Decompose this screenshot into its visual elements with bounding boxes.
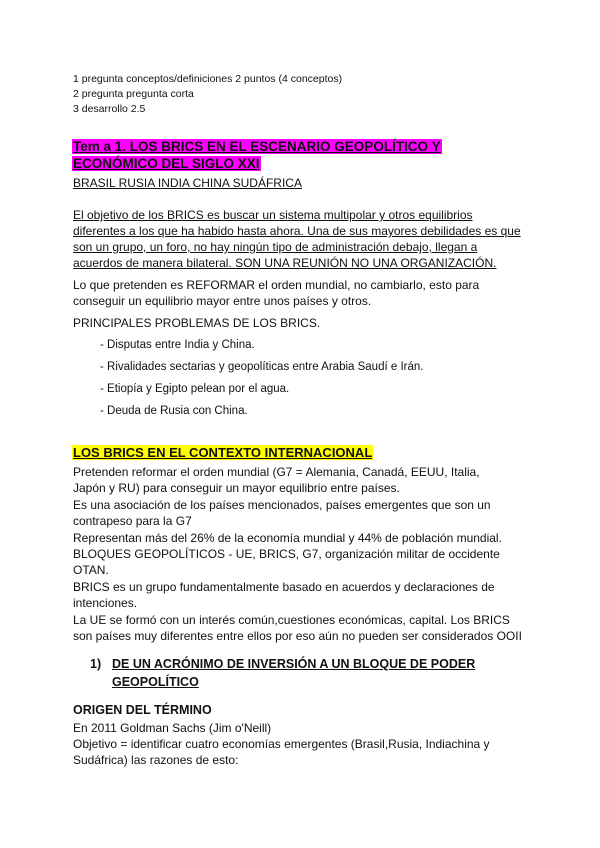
context-line: intenciones.	[73, 596, 138, 611]
problems-heading: PRINCIPALES PROBLEMAS DE LOS BRICS.	[73, 316, 321, 330]
problem-item: - Deuda de Rusia con China.	[100, 405, 248, 417]
origin-line: Sudáfrica) las razones de esto:	[73, 753, 239, 767]
problem-item: - Etiopía y Egipto pelean por el agua.	[100, 383, 290, 395]
tema1-title-line1: Tem a 1. LOS BRICS EN EL ESCENARIO GEOPOLÍTICO Y	[73, 139, 441, 154]
problem-item: - Disputas entre India y China.	[100, 339, 255, 351]
tema1-objective	[73, 207, 533, 271]
tema1-title-line2: ECONÓMICO DEL SIGLO XXI	[73, 156, 260, 171]
context-line: son países muy diferentes entre ellos por eso aún no pueden ser considerados OOII	[73, 629, 522, 644]
context-line: Representan más del 26% de la economía mundial y 44% de población mundial.	[73, 530, 502, 545]
origin-line: Objetivo = identificar cuatro economías emergentes (Brasil,Rusia, Indiachina y	[73, 737, 490, 751]
context-line: Japón y RU) para conseguir un mayor equilibrio entre países.	[73, 481, 400, 496]
section1-title-line2: GEOPOLÍTICO	[112, 675, 199, 689]
objective-line: son un grupo, un foro, no hay ningún tipo de administración debajo, llegan a	[73, 240, 478, 254]
context-line: contrapeso para la G7	[73, 514, 192, 529]
context-line: Pretenden reformar el orden mundial (G7 = Alemania, Canadá, EEUU, Italia,	[73, 465, 480, 479]
objective-line: El objetivo de los BRICS es buscar un sistema multipolar y otros equilibrios	[73, 208, 473, 222]
section1-number: 1)	[90, 657, 102, 671]
context-line: Es una asociación de los países mencionados, países emergentes que son un	[73, 497, 491, 512]
exam-note-3: 3 desarrollo 2.5	[73, 103, 146, 115]
context-paragraph	[73, 464, 533, 644]
reform-line: Lo que pretenden es REFORMAR el orden mundial, no cambiarlo, esto para	[73, 278, 480, 292]
exam-note-2: 2 pregunta pregunta corta	[73, 88, 194, 100]
exam-note-1: 1 pregunta conceptos/definiciones 2 puntos (4 conceptos)	[73, 73, 343, 85]
context-heading: LOS BRICS EN EL CONTEXTO INTERNACIONAL	[73, 445, 373, 460]
tema1-countries: BRASIL RUSIA INDIA CHINA SUDÁFRICA	[73, 176, 302, 190]
section1-title-line1: DE UN ACRÓNIMO DE INVERSIÓN A UN BLOQUE DE PODER	[112, 657, 476, 671]
origin-line: En 2011 Goldman Sachs (Jim o'Neill)	[73, 721, 272, 735]
context-line: BRICS es un grupo fundamentalmente basado en acuerdos y declaraciones de	[73, 579, 495, 594]
context-line: OTAN.	[73, 563, 109, 578]
context-line: La UE se formó con un interés común,cuestiones económicas, capital. Los BRICS	[73, 612, 510, 627]
objective-line: diferentes a los que ha habido hasta ahora. Una de sus mayores debilidades es que	[73, 224, 521, 238]
tema1-reform	[73, 277, 533, 309]
origin-paragraph	[73, 720, 533, 768]
objective-line: acuerdos de manera bilateral. SON UNA REUNIÓN NO UNA ORGANIZACIÓN.	[73, 256, 497, 270]
reform-line: conseguir un equilibrio mayor entre unos países y otros.	[73, 294, 372, 308]
context-line: BLOQUES GEOPOLÍTICOS - UE, BRICS, G7, organización militar de occidente	[73, 547, 500, 562]
origin-heading: ORIGEN DEL TÉRMINO	[73, 703, 212, 717]
problem-item: - Rivalidades sectarias y geopolíticas entre Arabia Saudí e Irán.	[100, 361, 424, 373]
